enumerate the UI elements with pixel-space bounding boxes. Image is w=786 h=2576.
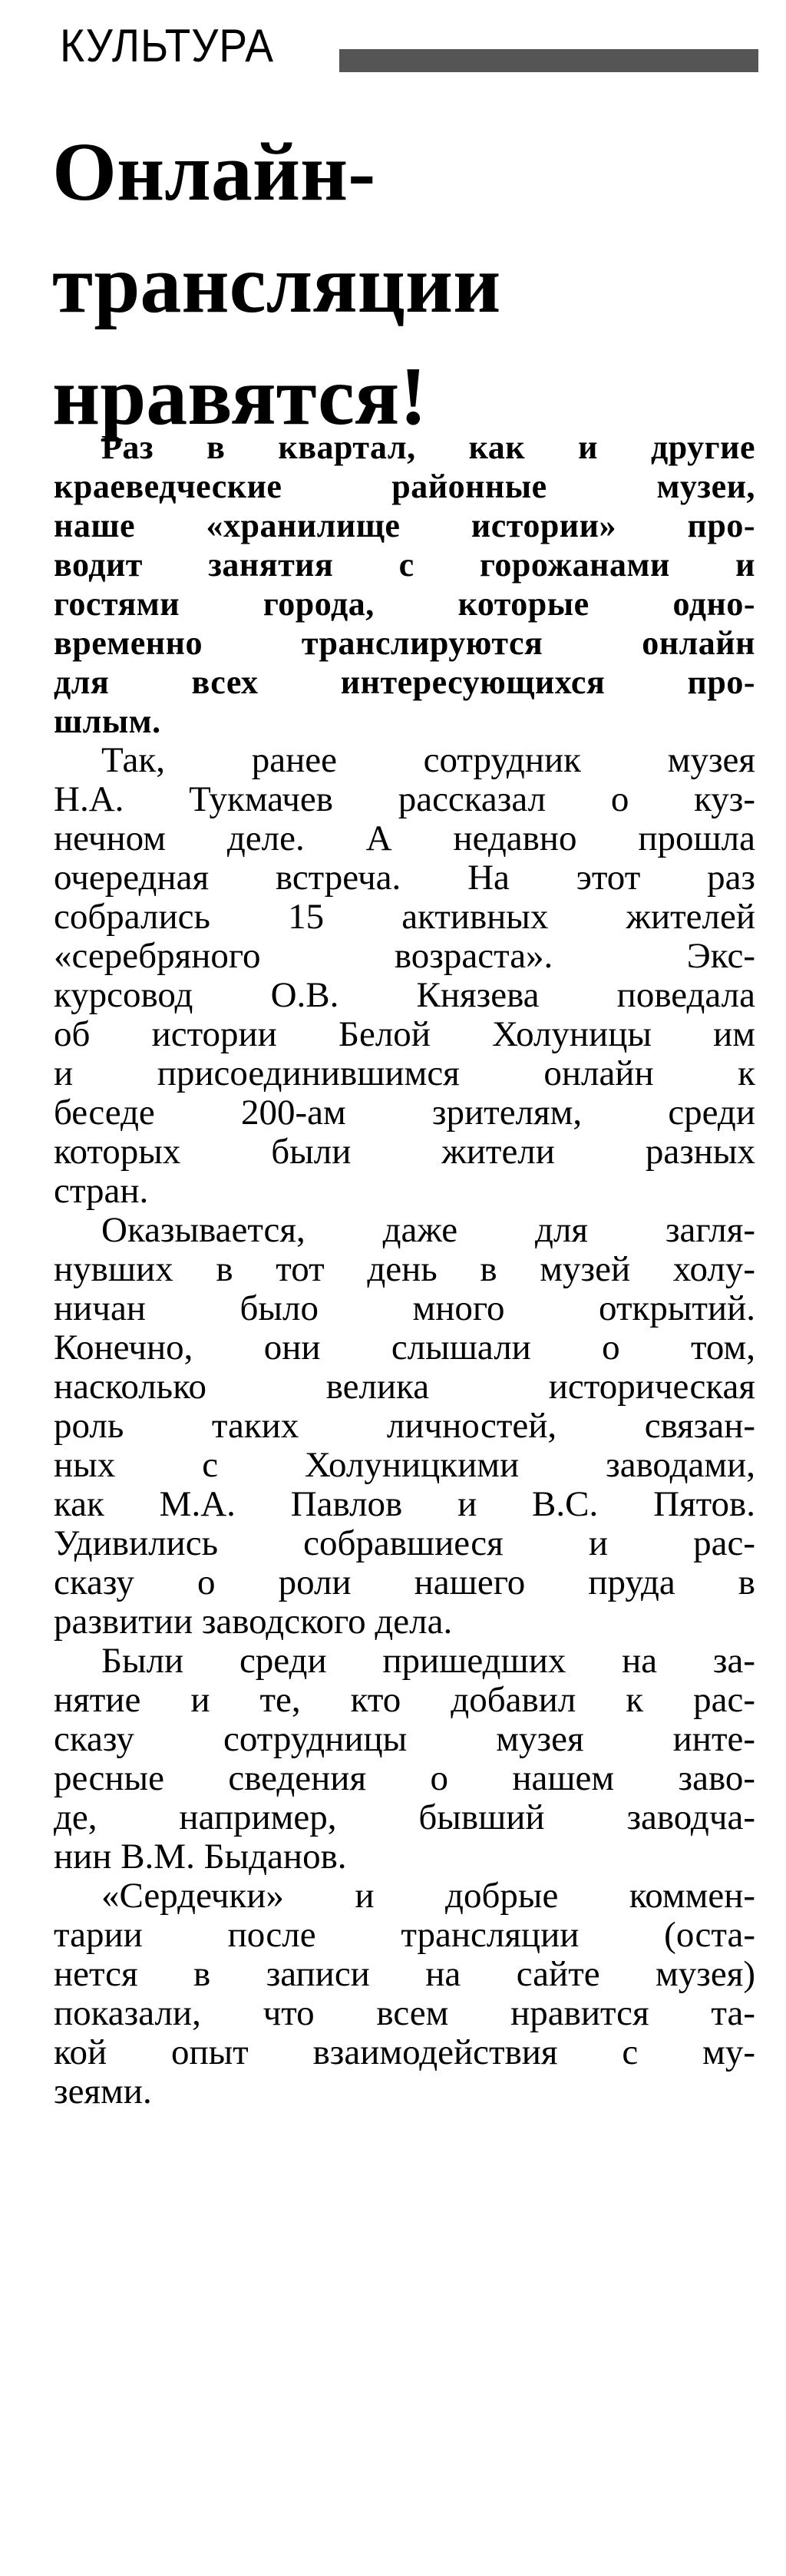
paragraph (54, 1211, 755, 1642)
text-line: ничан было много открытий. (54, 1288, 755, 1328)
text-line: показали, что всем нравится та- (54, 1993, 755, 2033)
text-line: беседе 200-ам зрителям, среди (54, 1093, 755, 1133)
text-line: Конечно, они слышали о том, (54, 1328, 755, 1367)
text-line: насколько велика историческая (54, 1367, 755, 1407)
text-line: для всех интересующихся про- (54, 663, 755, 701)
text-line: Были среди пришедших на за- (101, 1641, 755, 1681)
text-line: сказу о роли нашего пруда в (54, 1562, 755, 1602)
text-line: ресные сведения о нашем заво- (54, 1758, 755, 1798)
article-lead (54, 428, 755, 741)
text-line: и присоединившимся онлайн к (54, 1053, 755, 1093)
text-line: зеями. (54, 2072, 152, 2111)
text-line: гостями города, которые одно- (54, 585, 755, 623)
section-header (60, 15, 758, 77)
text-line: нятие и те, кто добавил к рас- (54, 1680, 755, 1720)
section-label: КУЛЬТУРА (60, 20, 275, 71)
text-line: курсовод О.В. Князева поведала (54, 975, 755, 1015)
paragraph (54, 1877, 755, 2111)
text-line: Раз в квартал, как и другие (101, 428, 755, 466)
text-line: роль таких личностей, связан- (54, 1406, 755, 1446)
paragraph (54, 428, 755, 741)
text-line: нувших в тот день в музей холу- (54, 1249, 755, 1289)
text-line: ных с Холуницкими заводами, (54, 1445, 755, 1485)
section-rule (339, 49, 758, 72)
text-line: «Сердечки» и добрые коммен- (101, 1876, 755, 1916)
text-line: кой опыт взаимодействия с му- (54, 2032, 755, 2072)
text-line: очередная встреча. На этот раз (54, 858, 755, 898)
article-text (54, 741, 755, 2111)
text-line: Так, ранее сотрудник музея (101, 740, 755, 780)
text-line: как М.А. Павлов и В.С. Пятов. (54, 1484, 755, 1524)
text-line: водит занятия с горожанами и (54, 546, 755, 584)
text-line: Удивились собравшиеся и рас- (54, 1523, 755, 1563)
text-line: наше «хранилище истории» про- (54, 507, 755, 544)
text-line: нин В.М. Быданов. (54, 1837, 347, 1877)
text-line: собрались 15 активных жителей (54, 897, 755, 937)
headline-line: трансляции (52, 239, 501, 330)
text-line: Оказывается, даже для загля- (101, 1210, 755, 1250)
text-line: нечном деле. А недавно прошла (54, 818, 755, 858)
text-line: де, например, бывший заводча- (54, 1797, 755, 1837)
article-headline (52, 117, 751, 453)
text-line: которых были жители разных (54, 1132, 755, 1172)
text-line: шлым. (54, 703, 161, 740)
paragraph (54, 1642, 755, 1877)
text-line: развитии заводского дела. (54, 1602, 453, 1642)
article-body (54, 428, 755, 2111)
text-line: об истории Белой Холуницы им (54, 1014, 755, 1054)
text-line: стран. (54, 1171, 149, 1211)
text-line: сказу сотрудницы музея инте- (54, 1719, 755, 1759)
text-line: «серебряного возраста». Экс- (54, 936, 755, 976)
text-line: нется в записи на сайте музея) (54, 1954, 755, 1994)
text-line: временно транслируются онлайн (54, 624, 755, 662)
text-line: краеведческие районные музеи, (54, 468, 755, 505)
text-line: Н.А. Тукмачев рассказал о куз- (54, 779, 755, 819)
headline-line: Онлайн- (52, 127, 376, 218)
text-line: тарии после трансляции (оста- (54, 1915, 755, 1955)
headline-line: нравятся! (52, 351, 428, 442)
paragraph (54, 741, 755, 1211)
